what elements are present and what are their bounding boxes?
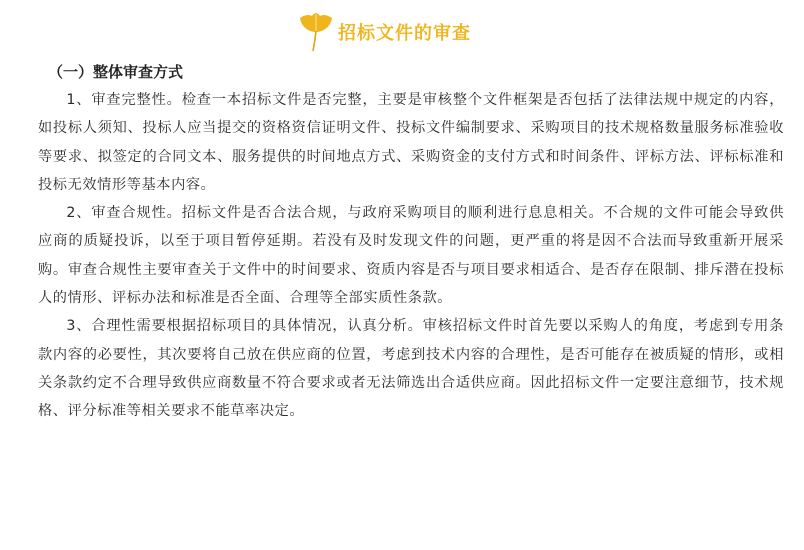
ginkgo-leaf-icon — [298, 12, 334, 52]
page-title: 招标文件的审查 — [338, 23, 471, 44]
paragraph-completeness: 1、审查完整性。检查一本招标文件是否完整，主要是审核整个文件框架是否包括了法律法规中规定的内容，如投标人须知、投标人应当提交的资格资信证明文件、投标文件编制要求、采购项目的技术规格数量服务标准验收等要求、拟签定的合同文本、服务提供的时间地点方式、采购资金的支付方式和时间条件、评标方法、评标标准和投标无效情形等基本内容。 — [38, 92, 784, 193]
article-body — [38, 58, 784, 426]
paragraph-reasonableness: 3、合理性需要根据招标项目的具体情况，认真分析。审核招标文件时首先要以采购人的角度，考虑到专用条款内容的必要性，其次要将自己放在供应商的位置，考虑到技术内容的合理性，是否可能存在被质疑的情形，或相关条款约定不合理导致供应商数量不符合要求或者无法筛选出合适供应商。因此招标文件一定要注意细节，技术规格、评分标准等相关要求不能草率决定。 — [38, 318, 784, 420]
paragraph-compliance: 2、审查合规性。招标文件是否合法合规，与政府采购项目的顺利进行息息相关。不合规的文件可能会导致供应商的质疑投诉，以至于项目暂停延期。若没有及时发现文件的问题，更严重的将是因不合法而导致重新开展采购。审查合规性主要审查关于文件中的时间要求、资质内容是否与项目要求相适合、是否存在限制、排斥潜在投标人的情形、评标办法和标准是否全面、合理等全部实质性条款。 — [38, 205, 784, 307]
article-header — [0, 12, 804, 52]
section-heading: （一）整体审查方式 — [48, 63, 184, 81]
